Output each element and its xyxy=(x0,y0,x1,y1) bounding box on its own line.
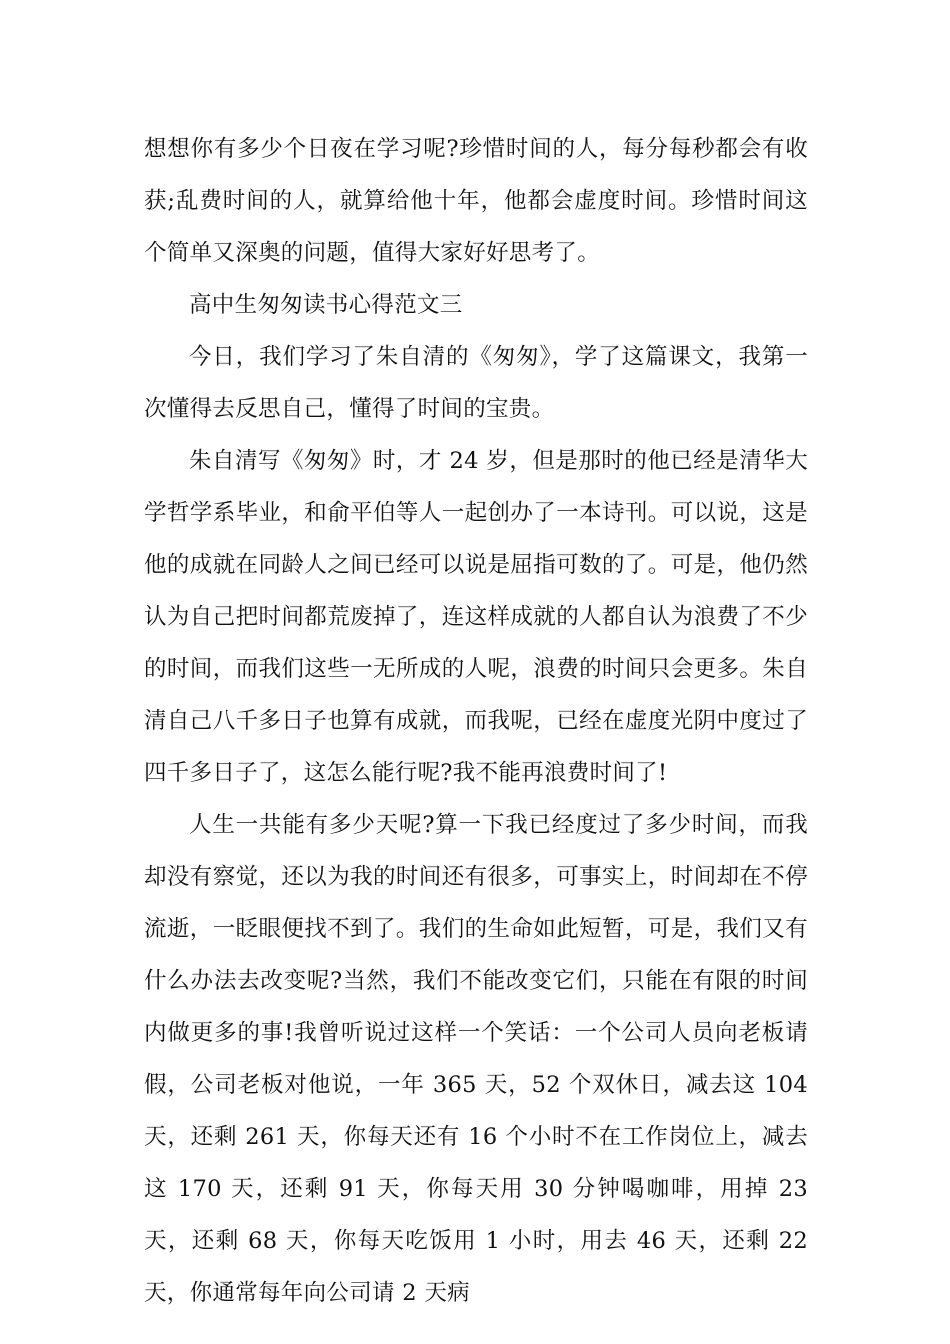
paragraph-4: 人生一共能有多少天呢?算一下我已经度过了多少时间，而我却没有察觉，还以为我的时间还有很多，可事实上，时间却在不停流逝，一眨眼便找不到了。我们的生命如此短暂，可是，我们又有什么办法去改变呢?当然，我们不能改变它们，只能在有限的时间内做更多的事!我曾听说过这样一个笑话：一个公司人员向老板请假，公司老板对他说，一年 365 天，52 个双休日，减去这 104 天，还剩 261 天，你每天还有 16 个小时不在工作岗位上，减去这 170 天，还剩 91 天，你每天用 30 分钟喝咖啡，用掉 23 天，还剩 68 天，你每天吃饭用 1 小时，用去 46 天，还剩 22 天，你通常每年向公司请 2 天病 xyxy=(144,812,808,1306)
document-body xyxy=(144,123,808,1319)
paragraph-3: 朱自清写《匆匆》时，才 24 岁，但是那时的他已经是清华大学哲学系毕业，和俞平伯等人一起创办了一本诗刊。可以说，这是他的成就在同龄人之间已经可以说是屈指可数的了。可是，他仍然认为自己把时间都荒废掉了，连这样成就的人都自认为浪费了不少的时间，而我们这些一无所成的人呢，浪费的时间只会更多。朱自清自己八千多日子也算有成就，而我呢，已经在虚度光阴中度过了四千多日子了，这怎么能行呢?我不能再浪费时间了! xyxy=(144,448,808,786)
section-heading: 高中生匆匆读书心得范文三 xyxy=(189,292,463,318)
paragraph-1: 想想你有多少个日夜在学习呢?珍惜时间的人，每分每秒都会有收获;乱费时间的人，就算给他十年，他都会虚度时间。珍惜时间这个简单又深奥的问题，值得大家好好思考了。 xyxy=(144,136,808,266)
paragraph-2: 今日，我们学习了朱自清的《匆匆》，学了这篇课文，我第一次懂得去反思自己，懂得了时间的宝贵。 xyxy=(144,344,808,422)
